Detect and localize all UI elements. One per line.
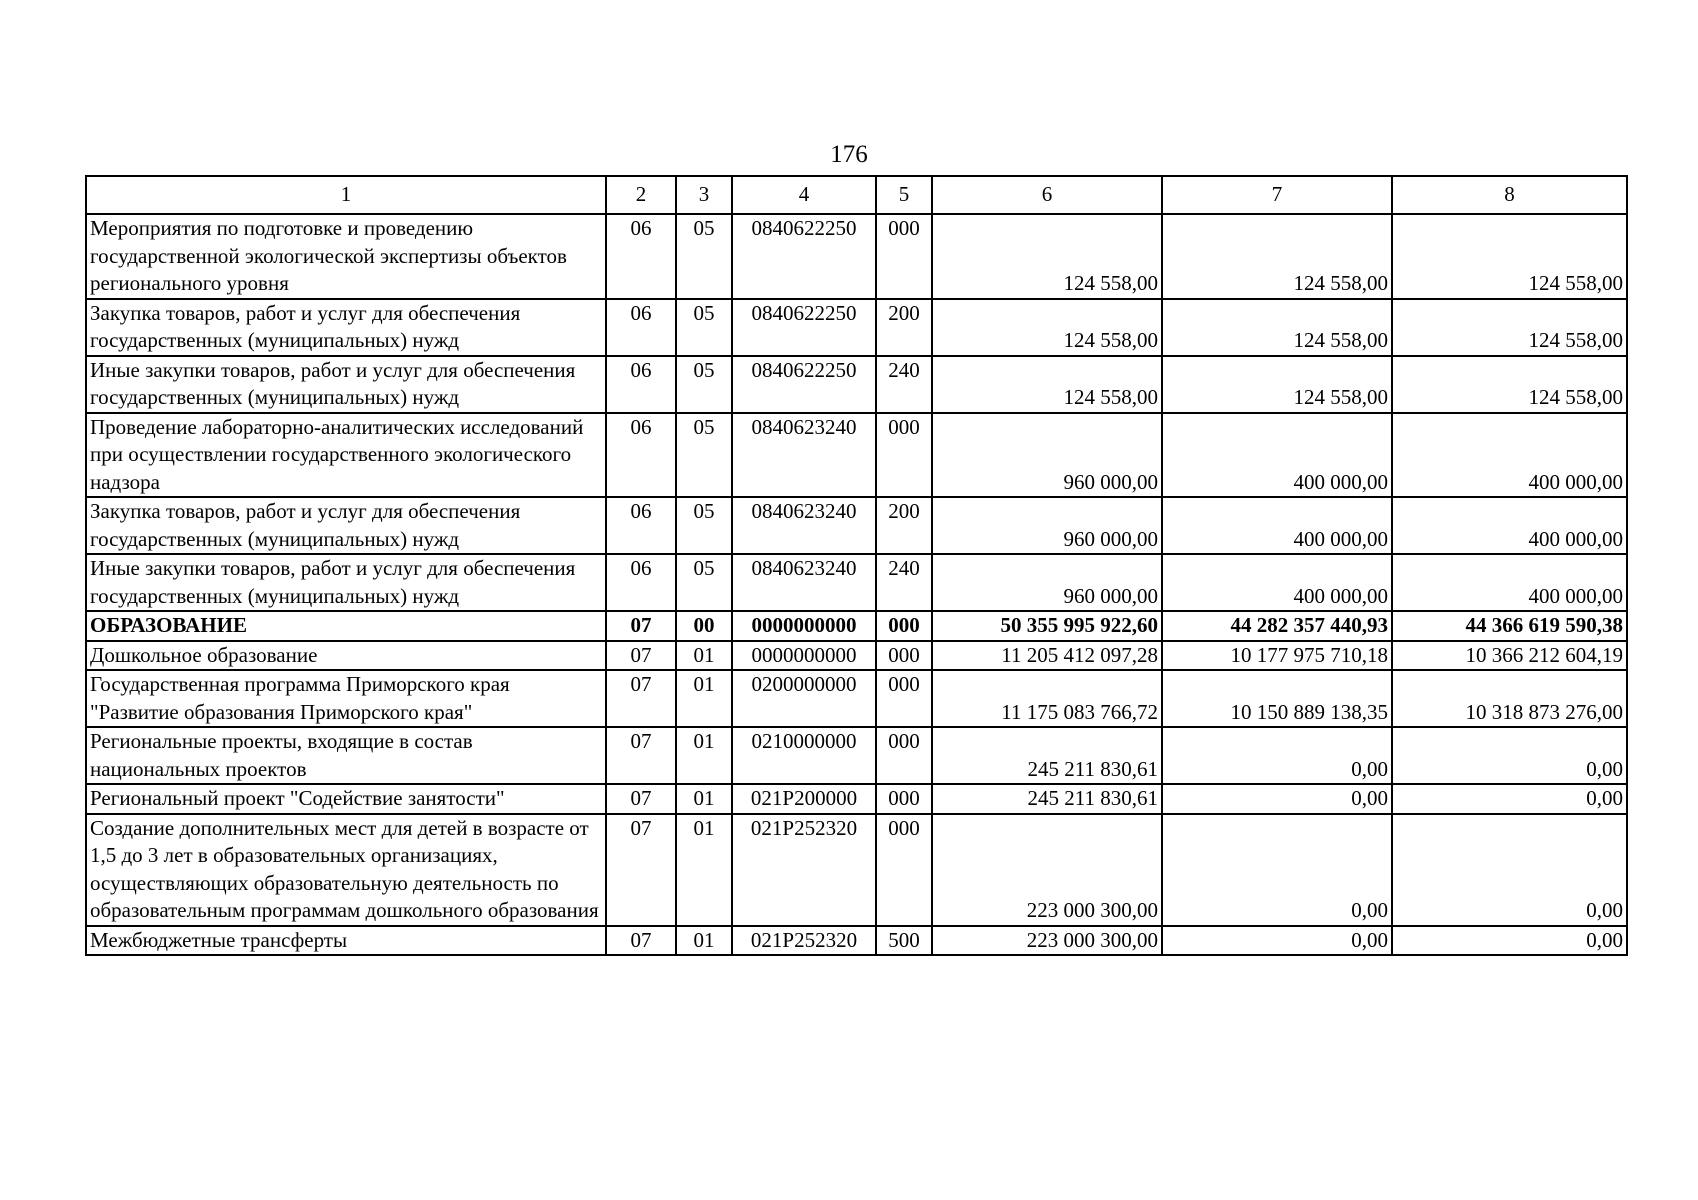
target-article-code: 0000000000 [732, 611, 876, 641]
expense-type-code: 240 [876, 554, 932, 611]
subsection-code: 00 [676, 611, 732, 641]
amount-col-7: 10 150 889 138,35 [1162, 670, 1392, 727]
amount-col-6: 50 355 995 922,60 [932, 611, 1162, 641]
target-article-code: 0200000000 [732, 670, 876, 727]
section-code: 06 [606, 356, 676, 413]
amount-col-6: 223 000 300,00 [932, 814, 1162, 926]
expense-type-code: 000 [876, 784, 932, 814]
amount-col-7: 124 558,00 [1162, 299, 1392, 356]
amount-col-8: 0,00 [1392, 784, 1627, 814]
expense-type-code: 000 [876, 214, 932, 299]
target-article-code: 0210000000 [732, 727, 876, 784]
row-name: Иные закупки товаров, работ и услуг для обеспечения государственных (муниципальных) нужд [86, 554, 606, 611]
row-name: ОБРАЗОВАНИЕ [86, 611, 606, 641]
target-article-code: 0840623240 [732, 413, 876, 498]
table-row [86, 670, 1627, 727]
amount-col-8: 0,00 [1392, 727, 1627, 784]
subsection-code: 01 [676, 641, 732, 671]
table-row [86, 497, 1627, 554]
row-name: Создание дополнительных мест для детей в возрасте от 1,5 до 3 лет в образовательных организациях, осуществляющих образовательную деятельность по образовательным программам дошкольного образования [86, 814, 606, 926]
target-article-code: 0840622250 [732, 299, 876, 356]
amount-col-7: 124 558,00 [1162, 356, 1392, 413]
section-code: 06 [606, 497, 676, 554]
amount-col-8: 44 366 619 590,38 [1392, 611, 1627, 641]
amount-col-8: 10 318 873 276,00 [1392, 670, 1627, 727]
section-code: 07 [606, 727, 676, 784]
section-code: 06 [606, 299, 676, 356]
table-body [86, 214, 1627, 955]
amount-col-8: 10 366 212 604,19 [1392, 641, 1627, 671]
amount-col-6: 960 000,00 [932, 497, 1162, 554]
table-row [86, 784, 1627, 814]
subsection-code: 05 [676, 554, 732, 611]
amount-col-7: 124 558,00 [1162, 214, 1392, 299]
section-code: 06 [606, 554, 676, 611]
row-name: Региональный проект "Содействие занятости" [86, 784, 606, 814]
amount-col-6: 124 558,00 [932, 356, 1162, 413]
expense-type-code: 000 [876, 611, 932, 641]
table-row [86, 814, 1627, 926]
subsection-code: 05 [676, 413, 732, 498]
column-header-8: 8 [1392, 176, 1627, 214]
expense-type-code: 000 [876, 727, 932, 784]
amount-col-6: 11 205 412 097,28 [932, 641, 1162, 671]
target-article-code: 0840623240 [732, 497, 876, 554]
table-row [86, 611, 1627, 641]
amount-col-6: 124 558,00 [932, 214, 1162, 299]
amount-col-7: 0,00 [1162, 784, 1392, 814]
table-row [86, 641, 1627, 671]
expense-type-code: 240 [876, 356, 932, 413]
column-header-6: 6 [932, 176, 1162, 214]
table-row [86, 214, 1627, 299]
subsection-code: 05 [676, 299, 732, 356]
expense-type-code: 000 [876, 670, 932, 727]
target-article-code: 0840622250 [732, 356, 876, 413]
row-name: Проведение лабораторно-аналитических исследований при осуществлении государственного экологического надзора [86, 413, 606, 498]
section-code: 07 [606, 670, 676, 727]
subsection-code: 05 [676, 356, 732, 413]
column-header-4: 4 [732, 176, 876, 214]
amount-col-6: 960 000,00 [932, 413, 1162, 498]
table-row [86, 727, 1627, 784]
amount-col-6: 223 000 300,00 [932, 926, 1162, 956]
amount-col-6: 245 211 830,61 [932, 727, 1162, 784]
amount-col-8: 0,00 [1392, 814, 1627, 926]
amount-col-8: 400 000,00 [1392, 413, 1627, 498]
amount-col-7: 44 282 357 440,93 [1162, 611, 1392, 641]
amount-col-8: 124 558,00 [1392, 356, 1627, 413]
expense-type-code: 000 [876, 413, 932, 498]
section-code: 07 [606, 611, 676, 641]
amount-col-7: 400 000,00 [1162, 413, 1392, 498]
amount-col-6: 124 558,00 [932, 299, 1162, 356]
amount-col-8: 400 000,00 [1392, 497, 1627, 554]
amount-col-6: 11 175 083 766,72 [932, 670, 1162, 727]
row-name: Мероприятия по подготовке и проведению государственной экологической экспертизы объектов регионального уровня [86, 214, 606, 299]
amount-col-8: 0,00 [1392, 926, 1627, 956]
subsection-code: 01 [676, 784, 732, 814]
table-row [86, 299, 1627, 356]
amount-col-6: 245 211 830,61 [932, 784, 1162, 814]
row-name: Закупка товаров, работ и услуг для обеспечения государственных (муниципальных) нужд [86, 497, 606, 554]
row-name: Региональные проекты, входящие в состав национальных проектов [86, 727, 606, 784]
expense-type-code: 200 [876, 497, 932, 554]
expense-type-code: 200 [876, 299, 932, 356]
subsection-code: 01 [676, 727, 732, 784]
section-code: 07 [606, 641, 676, 671]
amount-col-8: 124 558,00 [1392, 214, 1627, 299]
section-code: 06 [606, 413, 676, 498]
amount-col-8: 124 558,00 [1392, 299, 1627, 356]
amount-col-7: 10 177 975 710,18 [1162, 641, 1392, 671]
target-article-code: 0000000000 [732, 641, 876, 671]
section-code: 07 [606, 784, 676, 814]
column-header-2: 2 [606, 176, 676, 214]
subsection-code: 05 [676, 497, 732, 554]
table-row [86, 413, 1627, 498]
row-name: Дошкольное образование [86, 641, 606, 671]
amount-col-7: 0,00 [1162, 727, 1392, 784]
column-header-3: 3 [676, 176, 732, 214]
subsection-code: 01 [676, 670, 732, 727]
page-number: 176 [830, 141, 868, 168]
table-row [86, 554, 1627, 611]
amount-col-7: 0,00 [1162, 926, 1392, 956]
header-row [86, 176, 1627, 214]
section-code: 07 [606, 814, 676, 926]
target-article-code: 0840623240 [732, 554, 876, 611]
subsection-code: 01 [676, 814, 732, 926]
amount-col-7: 400 000,00 [1162, 554, 1392, 611]
column-header-5: 5 [876, 176, 932, 214]
subsection-code: 05 [676, 214, 732, 299]
column-header-1: 1 [86, 176, 606, 214]
row-name: Государственная программа Приморского края "Развитие образования Приморского края" [86, 670, 606, 727]
section-code: 06 [606, 214, 676, 299]
row-name: Иные закупки товаров, работ и услуг для обеспечения государственных (муниципальных) нужд [86, 356, 606, 413]
target-article-code: 0840622250 [732, 214, 876, 299]
table-row [86, 356, 1627, 413]
column-header-7: 7 [1162, 176, 1392, 214]
target-article-code: 021P200000 [732, 784, 876, 814]
target-article-code: 021P252320 [732, 814, 876, 926]
amount-col-6: 960 000,00 [932, 554, 1162, 611]
expense-type-code: 500 [876, 926, 932, 956]
subsection-code: 01 [676, 926, 732, 956]
budget-table [85, 175, 1628, 956]
row-name: Закупка товаров, работ и услуг для обеспечения государственных (муниципальных) нужд [86, 299, 606, 356]
row-name: Межбюджетные трансферты [86, 926, 606, 956]
expense-type-code: 000 [876, 641, 932, 671]
amount-col-8: 400 000,00 [1392, 554, 1627, 611]
amount-col-7: 400 000,00 [1162, 497, 1392, 554]
expense-type-code: 000 [876, 814, 932, 926]
table-row [86, 926, 1627, 956]
target-article-code: 021P252320 [732, 926, 876, 956]
amount-col-7: 0,00 [1162, 814, 1392, 926]
section-code: 07 [606, 926, 676, 956]
